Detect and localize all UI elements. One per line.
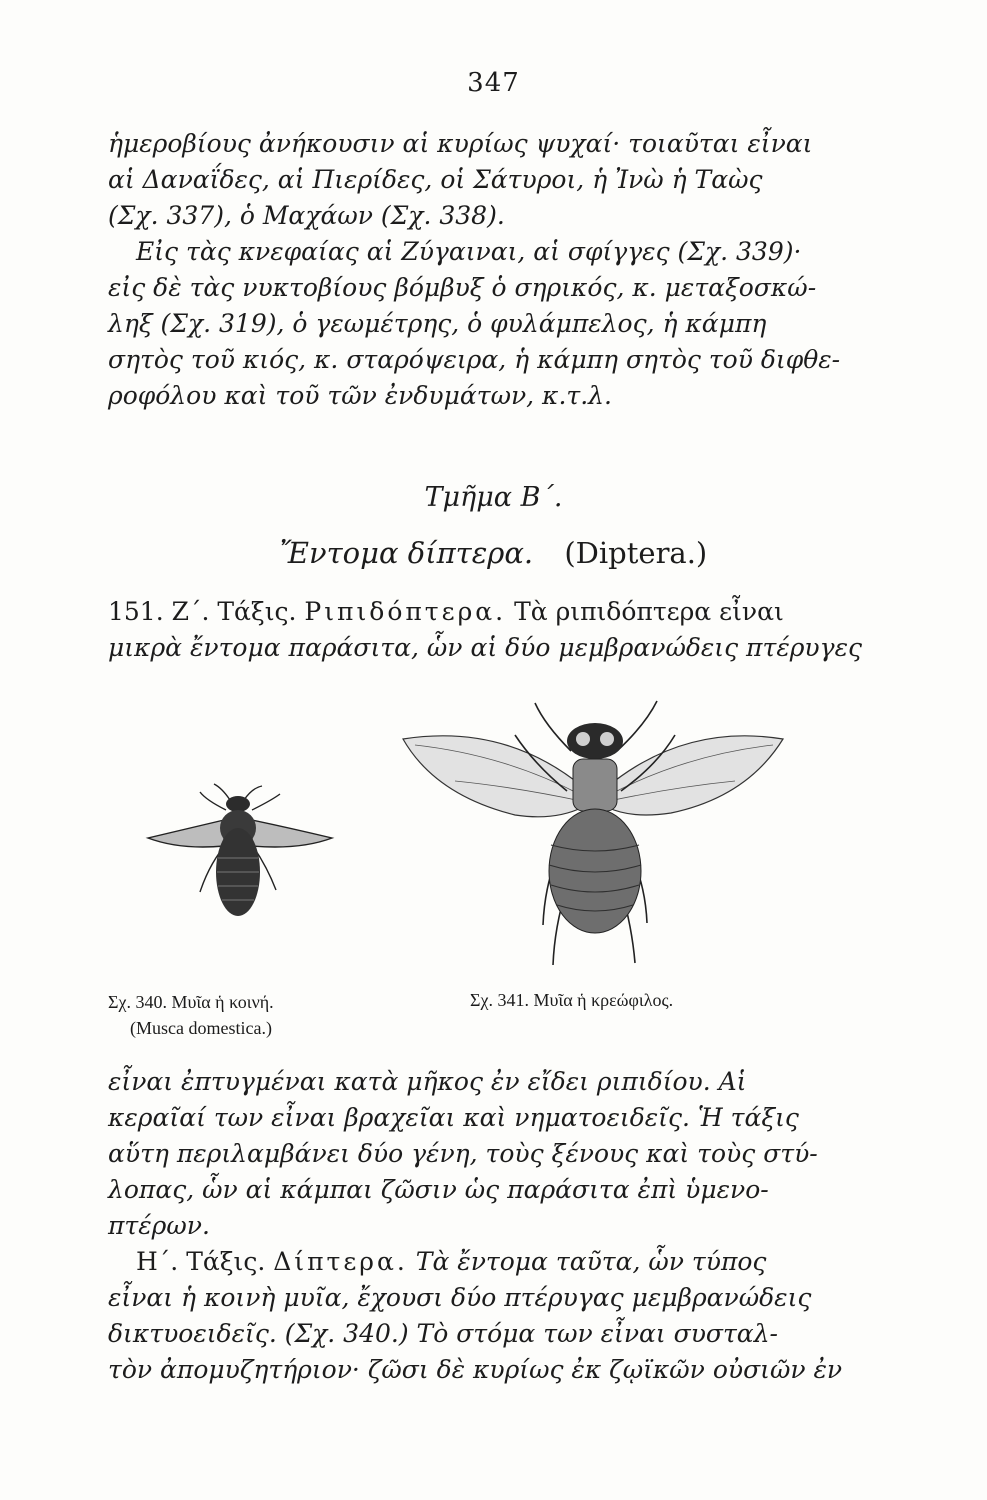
top-paragraph bbox=[108, 126, 848, 414]
figure-341-caption: Σχ. 341. Μυῖα ἡ κρεώφιλος. bbox=[470, 990, 674, 1010]
order-z-paragraph bbox=[108, 594, 862, 666]
order-text: Τὰ ἔντομα ταῦτα, ὧν τύπος bbox=[415, 1247, 767, 1276]
text-line: αἱ Δαναΐδες, αἱ Πιερίδες, οἱ Σάτυροι, ἡ Ἰνὼ ἡ Ταὼς bbox=[108, 165, 763, 194]
order-text: Τὰ ριπιδόπτερα εἶναι bbox=[514, 597, 784, 626]
order-name: Δίπτερα. bbox=[273, 1247, 408, 1276]
text-line: εἶναι ἐπτυγμέναι κατὰ μῆκος ἐν εἴδει ριπιδίου. Αἱ bbox=[108, 1067, 747, 1096]
blow-fly-illustration bbox=[395, 695, 785, 975]
subtitle-latin: (Diptera.) bbox=[564, 536, 708, 570]
text-line: μικρὰ ἔντομα παράσιτα, ὧν αἱ δύο μεμβρανώδεις πτέρυγες bbox=[108, 633, 862, 662]
continuation-paragraph bbox=[108, 1064, 848, 1388]
text-line: πτέρων. bbox=[108, 1211, 210, 1240]
text-line: τὸν ἀπομυζητήριον· ζῶσι δὲ κυρίως ἐκ ζῳϊκῶν οὐσιῶν ἐν bbox=[108, 1355, 843, 1384]
subtitle-greek: Ἔντομα δίπτερα. bbox=[279, 536, 534, 570]
figure-340-latin-name: (Musca domestica.) bbox=[130, 1018, 272, 1038]
text-line bbox=[108, 1244, 848, 1280]
text-line: αὕτη περιλαμβάνει δύο γένη, τοὺς ξένους καὶ τοὺς στύ- bbox=[108, 1139, 818, 1168]
order-lead: Η΄. Τάξις. bbox=[136, 1247, 266, 1276]
text-line: ἡμεροβίους ἀνήκουσιν αἱ κυρίως ψυχαί· τοιαῦται εἶναι bbox=[108, 129, 813, 158]
house-fly-illustration bbox=[140, 780, 340, 930]
text-line: σητὸς τοῦ κιός, κ. σταρόψειρα, ἡ κάμπη σητὸς τοῦ διφθε- bbox=[108, 345, 841, 374]
text-line: Εἰς τὰς κνεφαίας αἱ Ζύγαιναι, αἱ σφίγγες (Σχ. 339)· bbox=[136, 237, 802, 266]
text-line: εἶναι ἡ κοινὴ μυῖα, ἔχουσι δύο πτέρυγας μεμβρανώδεις bbox=[108, 1283, 812, 1312]
section-title: Τμῆμα Β΄. bbox=[424, 482, 563, 513]
figure-340-caption: Σχ. 340. Μυῖα ἡ κοινή. bbox=[108, 992, 274, 1012]
text-line: ροφόλου καὶ τοῦ τῶν ἐνδυμάτων, κ.τ.λ. bbox=[108, 381, 612, 410]
order-lead: 151. Ζ΄. Τάξις. bbox=[108, 597, 297, 626]
order-name: Ριπιδόπτερα. bbox=[304, 597, 507, 626]
text-line: δικτυοειδεῖς. (Σχ. 340.) Τὸ στόμα των εἶναι συσταλ- bbox=[108, 1319, 778, 1348]
text-line: (Σχ. 337), ὁ Μαχάων (Σχ. 338). bbox=[108, 201, 505, 230]
text-line: εἰς δὲ τὰς νυκτοβίους βόμβυξ ὁ σηρικός, κ. μεταξοσκώ- bbox=[108, 273, 817, 302]
text-line bbox=[108, 594, 848, 630]
text-line: λοπας, ὧν αἱ κάμπαι ζῶσιν ὡς παράσιτα ἐπὶ ὑμενο- bbox=[108, 1175, 769, 1204]
section-subtitle bbox=[0, 536, 987, 570]
page-number: 347 bbox=[467, 68, 520, 98]
text-line: κεραῖαί των εἶναι βραχεῖαι καὶ νηματοειδεῖς. Ἡ τάξις bbox=[108, 1103, 799, 1132]
text-line: ληξ (Σχ. 319), ὁ γεωμέτρης, ὁ φυλάμπελος, ἡ κάμπη bbox=[108, 309, 767, 338]
